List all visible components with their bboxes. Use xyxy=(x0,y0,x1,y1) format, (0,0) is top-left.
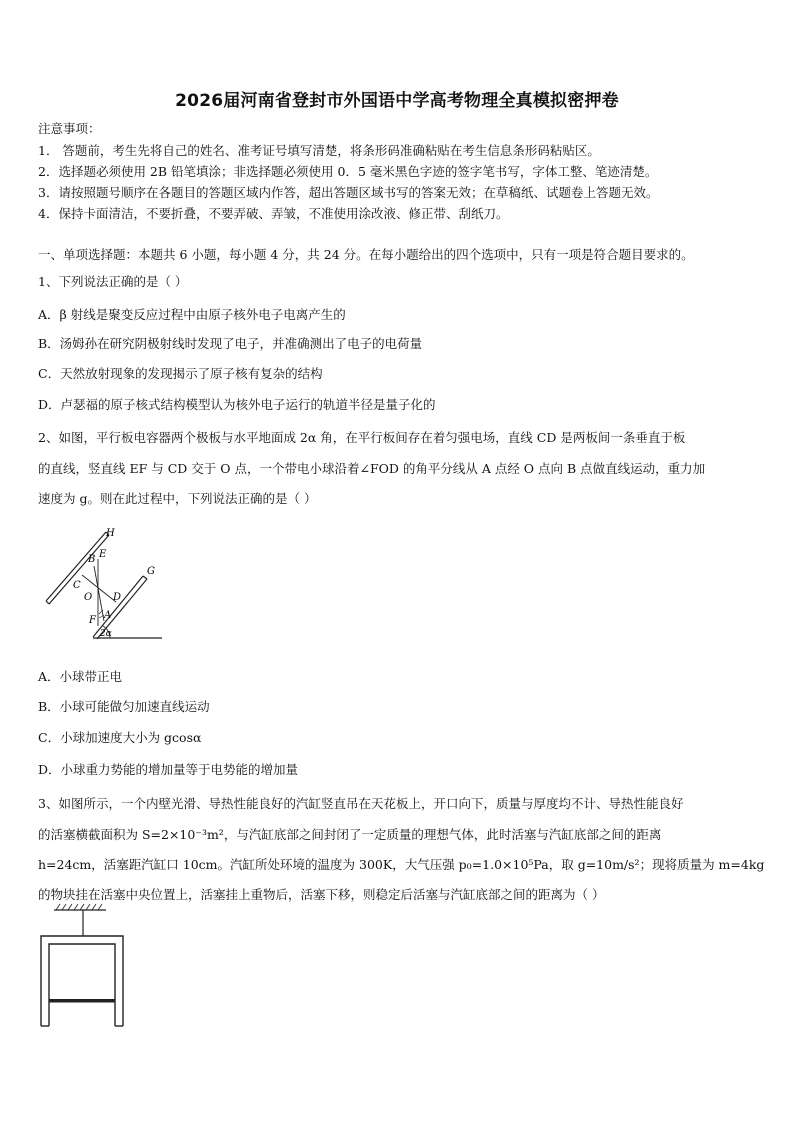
label-a: A xyxy=(104,610,112,621)
q3-stem-line-2: 的活塞横截面积为 S=2×10⁻³m²，与汽缸底部之间封闭了一定质量的理想气体，此时活塞与汽缸底部之间的距离 xyxy=(38,827,662,842)
q2-option-d: D．小球重力势能的增加量等于电势能的增加量 xyxy=(38,762,299,777)
q2-option-a: A．小球带正电 xyxy=(38,669,123,684)
note-item-4: 4．保持卡面清洁，不要折叠，不要弄破、弄皱，不准使用涂改液、修正带、刮纸刀。 xyxy=(38,206,509,221)
label-f: F xyxy=(89,615,96,626)
q2-stem-line-2: 的直线，竖直线 EF 与 CD 交于 O 点，一个带电小球沿着∠FOD 的角平分线从 A 点经 O 点向 B 点做直线运动，重力加 xyxy=(38,461,706,476)
q1-option-c: C．天然放射现象的发现揭示了原子核有复杂的结构 xyxy=(38,366,323,381)
piston xyxy=(49,999,115,1003)
label-h: H xyxy=(106,528,115,539)
right-plate xyxy=(93,576,143,637)
q1-stem: 1、下列说法正确的是（ ） xyxy=(38,274,188,289)
label-b: B xyxy=(88,554,96,565)
note-item-3: 3．请按照题号顺序在各题目的答题区域内作答，超出答题区域书写的答案无效；在草稿纸、试题卷上答题无效。 xyxy=(38,185,659,200)
label-d: D xyxy=(113,592,122,603)
q3-stem-line-4: 的物块挂在活塞中央位置上，活塞挂上重物后，活塞下移，则稳定后活塞与汽缸底部之间的距离为（ ） xyxy=(38,887,605,902)
label-angle: 2α xyxy=(100,629,112,639)
notes-heading: 注意事项： xyxy=(38,121,101,136)
q2-option-b: B．小球可能做匀加速直线运动 xyxy=(38,699,210,714)
label-o: O xyxy=(84,592,93,603)
line-ab xyxy=(94,566,104,621)
q1-option-b: B．汤姆孙在研究阴极射线时发现了电子，并准确测出了电子的电荷量 xyxy=(38,336,423,351)
label-e: E xyxy=(99,549,107,560)
note-item-1: 1． 答题前，考生先将自己的姓名、准考证号填写清楚，将条形码准确粘贴在考生信息条形码粘贴区。 xyxy=(38,143,600,158)
note-item-2: 2．选择题必须使用 2B 铅笔填涂；非选择题必须使用 0．5 毫米黑色字迹的签字笔书写，字体工整、笔迹清楚。 xyxy=(38,164,658,179)
q2-stem-line-1: 2、如图，平行板电容器两个极板与水平地面成 2α 角，在平行板间存在着匀强电场，直线 CD 是两板间一条垂直于板 xyxy=(38,430,686,445)
q2-option-c: C．小球加速度大小为 gcosα xyxy=(38,730,202,745)
q3-stem-line-1: 3、如图所示，一个内壁光滑、导热性能良好的汽缸竖直吊在天花板上，开口向下，质量与厚度均不计、导热性能良好 xyxy=(38,796,684,811)
capacitor-diagram xyxy=(36,522,186,647)
page-title: 2026届河南省登封市外国语中学高考物理全真模拟密押卷 xyxy=(175,91,619,111)
q1-option-d: D．卢瑟福的原子核式结构模型认为核外电子运行的轨道半径是量子化的 xyxy=(38,397,436,412)
q3-stem-line-3: h=24cm，活塞距汽缸口 10cm。汽缸所处环境的温度为 300K，大气压强 p₀=1.0×10⁵Pa，取 g=10m/s²；现将质量为 m=4kg xyxy=(38,857,765,872)
q2-stem-line-3: 速度为 g。则在此过程中，下列说法正确的是（ ） xyxy=(38,491,317,506)
label-c: C xyxy=(73,580,81,591)
label-g: G xyxy=(147,566,155,577)
cylinder-diagram xyxy=(36,902,136,1032)
q1-option-a: A．β 射线是聚变反应过程中由原子核外电子电离产生的 xyxy=(38,307,346,322)
cylinder-wall-outer xyxy=(41,936,123,1026)
section-heading: 一、单项选择题：本题共 6 小题，每小题 4 分，共 24 分。在每小题给出的四个选项中，只有一项是符合题目要求的。 xyxy=(38,247,694,262)
cylinder-wall-inner xyxy=(49,944,115,1026)
